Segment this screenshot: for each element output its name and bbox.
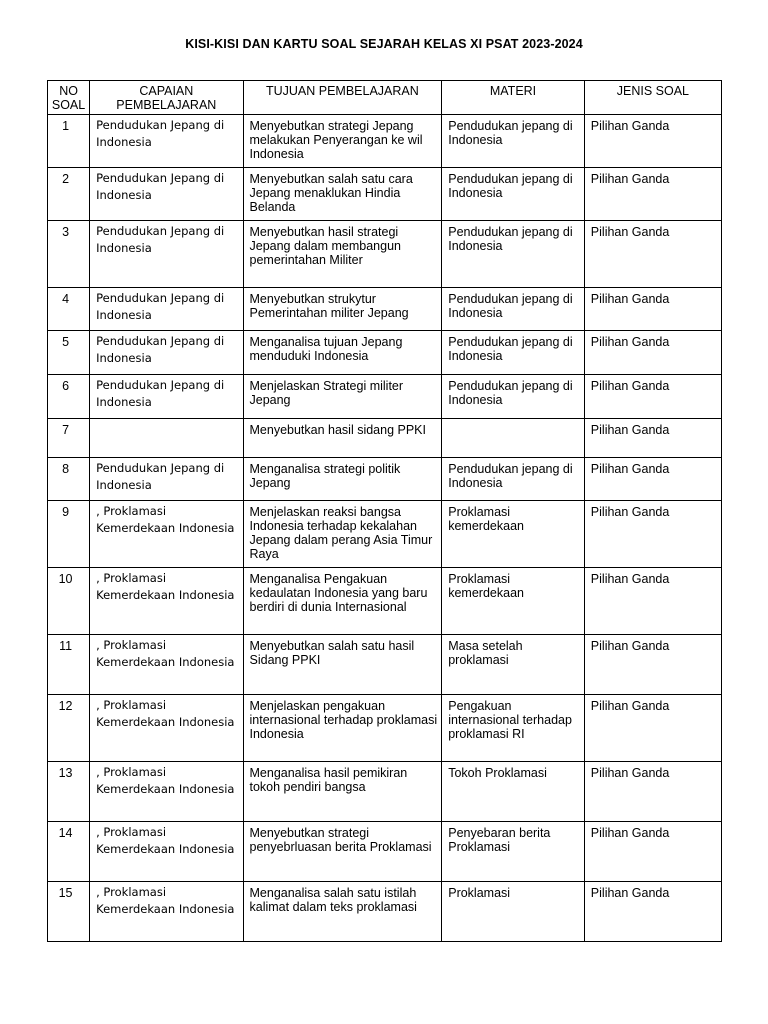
row-capaian: , Proklamasi Kemerdekaan Indonesia <box>90 568 243 635</box>
header-no-soal: NO SOAL <box>48 81 90 115</box>
row-materi: Proklamasi <box>442 882 585 942</box>
row-tujuan: Menganalisa strategi politik Jepang <box>243 458 442 501</box>
header-tujuan: TUJUAN PEMBELAJARAN <box>243 81 442 115</box>
row-number: 12 <box>48 695 90 762</box>
row-jenis-soal: Pilihan Ganda <box>584 568 721 635</box>
row-materi: Tokoh Proklamasi <box>442 762 585 822</box>
row-number: 2 <box>48 168 90 221</box>
table-row <box>48 568 722 635</box>
row-jenis-soal: Pilihan Ganda <box>584 288 721 331</box>
row-tujuan: Menyebutkan strategi penyebrluasan berita Proklamasi <box>243 822 442 882</box>
row-number: 4 <box>48 288 90 331</box>
table-row <box>48 331 722 375</box>
table-row <box>48 375 722 419</box>
row-number: 1 <box>48 115 90 168</box>
row-capaian <box>90 419 243 458</box>
row-capaian: Pendudukan Jepang di Indonesia <box>90 221 243 288</box>
row-number: 5 <box>48 331 90 375</box>
row-number: 6 <box>48 375 90 419</box>
row-jenis-soal: Pilihan Ganda <box>584 375 721 419</box>
row-tujuan: Menyebutkan hasil sidang PPKI <box>243 419 442 458</box>
row-number: 8 <box>48 458 90 501</box>
row-tujuan: Menganalisa tujuan Jepang menduduki Indonesia <box>243 331 442 375</box>
row-materi: Pendudukan jepang di Indonesia <box>442 375 585 419</box>
row-capaian: Pendudukan Jepang di Indonesia <box>90 115 243 168</box>
row-capaian: , Proklamasi Kemerdekaan Indonesia <box>90 501 243 568</box>
row-number: 3 <box>48 221 90 288</box>
row-tujuan: Menjelaskan pengakuan internasional terhadap proklamasi Indonesia <box>243 695 442 762</box>
row-jenis-soal: Pilihan Ganda <box>584 695 721 762</box>
row-jenis-soal: Pilihan Ganda <box>584 221 721 288</box>
row-tujuan: Menyebutkan hasil strategi Jepang dalam membangun pemerintahan Militer <box>243 221 442 288</box>
header-capaian: CAPAIAN PEMBELAJARAN <box>90 81 243 115</box>
row-capaian: Pendudukan Jepang di Indonesia <box>90 458 243 501</box>
table-row <box>48 458 722 501</box>
row-tujuan: Menjelaskan reaksi bangsa Indonesia terhadap kekalahan Jepang dalam perang Asia Timur Raya <box>243 501 442 568</box>
row-tujuan: Menyebutkan salah satu hasil Sidang PPKI <box>243 635 442 695</box>
row-jenis-soal: Pilihan Ganda <box>584 762 721 822</box>
row-number: 13 <box>48 762 90 822</box>
row-capaian: Pendudukan Jepang di Indonesia <box>90 168 243 221</box>
table-body <box>48 115 722 942</box>
row-materi: Pendudukan jepang di Indonesia <box>442 288 585 331</box>
row-materi: Proklamasi kemerdekaan <box>442 501 585 568</box>
row-tujuan: Menyebutkan strukytur Pemerintahan militer Jepang <box>243 288 442 331</box>
document-title: KISI-KISI DAN KARTU SOAL SEJARAH KELAS XI PSAT 2023-2024 <box>185 37 583 51</box>
row-materi: Pendudukan jepang di Indonesia <box>442 458 585 501</box>
row-number: 15 <box>48 882 90 942</box>
row-capaian: Pendudukan Jepang di Indonesia <box>90 288 243 331</box>
row-jenis-soal: Pilihan Ganda <box>584 458 721 501</box>
row-materi: Penyebaran berita Proklamasi <box>442 822 585 882</box>
row-jenis-soal: Pilihan Ganda <box>584 331 721 375</box>
row-materi: Pendudukan jepang di Indonesia <box>442 168 585 221</box>
header-materi: MATERI <box>442 81 585 115</box>
row-number: 9 <box>48 501 90 568</box>
row-materi: Masa setelah proklamasi <box>442 635 585 695</box>
table-row <box>48 221 722 288</box>
row-tujuan: Menganalisa Pengakuan kedaulatan Indonesia yang baru berdiri di dunia Internasional <box>243 568 442 635</box>
row-tujuan: Menyebutkan salah satu cara Jepang menaklukan Hindia Belanda <box>243 168 442 221</box>
row-capaian: Pendudukan Jepang di Indonesia <box>90 375 243 419</box>
kisi-kisi-table <box>47 80 722 942</box>
row-jenis-soal: Pilihan Ganda <box>584 419 721 458</box>
row-capaian: , Proklamasi Kemerdekaan Indonesia <box>90 882 243 942</box>
table-row <box>48 822 722 882</box>
row-materi: Pengakuan internasional terhadap proklamasi RI <box>442 695 585 762</box>
row-capaian: , Proklamasi Kemerdekaan Indonesia <box>90 822 243 882</box>
table-row <box>48 501 722 568</box>
row-materi: Pendudukan jepang di Indonesia <box>442 115 585 168</box>
table-row <box>48 419 722 458</box>
row-jenis-soal: Pilihan Ganda <box>584 501 721 568</box>
row-materi: Pendudukan jepang di Indonesia <box>442 221 585 288</box>
row-materi <box>442 419 585 458</box>
row-materi: Pendudukan jepang di Indonesia <box>442 331 585 375</box>
row-jenis-soal: Pilihan Ganda <box>584 882 721 942</box>
row-number: 7 <box>48 419 90 458</box>
row-number: 11 <box>48 635 90 695</box>
row-jenis-soal: Pilihan Ganda <box>584 635 721 695</box>
row-number: 10 <box>48 568 90 635</box>
row-jenis-soal: Pilihan Ganda <box>584 115 721 168</box>
table-row <box>48 168 722 221</box>
table-header-row <box>48 81 722 115</box>
row-tujuan: Menganalisa salah satu istilah kalimat dalam teks proklamasi <box>243 882 442 942</box>
row-tujuan: Menganalisa hasil pemikiran tokoh pendiri bangsa <box>243 762 442 822</box>
table-row <box>48 882 722 942</box>
row-tujuan: Menjelaskan Strategi militer Jepang <box>243 375 442 419</box>
row-jenis-soal: Pilihan Ganda <box>584 822 721 882</box>
row-capaian: , Proklamasi Kemerdekaan Indonesia <box>90 762 243 822</box>
row-capaian: Pendudukan Jepang di Indonesia <box>90 331 243 375</box>
table-row <box>48 635 722 695</box>
table-row <box>48 762 722 822</box>
table-row <box>48 695 722 762</box>
row-tujuan: Menyebutkan strategi Jepang melakukan Penyerangan ke wil Indonesia <box>243 115 442 168</box>
row-jenis-soal: Pilihan Ganda <box>584 168 721 221</box>
header-jenis-soal: JENIS SOAL <box>584 81 721 115</box>
table-row <box>48 288 722 331</box>
table-row <box>48 115 722 168</box>
row-materi: Proklamasi kemerdekaan <box>442 568 585 635</box>
row-capaian: , Proklamasi Kemerdekaan Indonesia <box>90 695 243 762</box>
row-number: 14 <box>48 822 90 882</box>
row-capaian: , Proklamasi Kemerdekaan Indonesia <box>90 635 243 695</box>
